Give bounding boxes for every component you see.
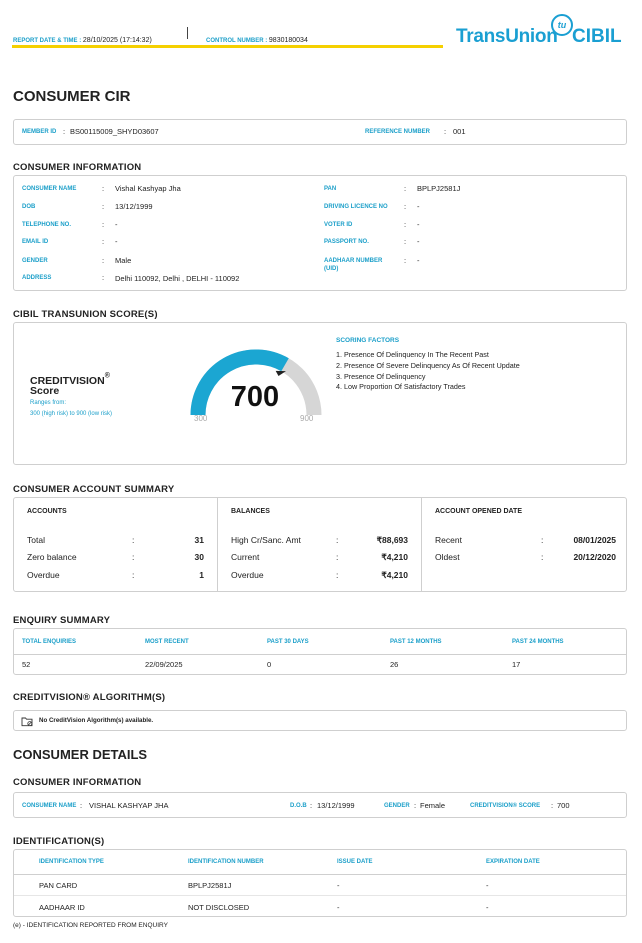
control-number-value: 9830180034 [268, 37, 308, 44]
telephone-label: TELEPHONE NO. [22, 222, 72, 228]
consumer-info-title: CONSUMER INFORMATION [13, 162, 142, 173]
gender-label: GENDER [22, 258, 48, 264]
cd-name-label: CONSUMER NAME [22, 803, 77, 809]
member-id-value: BS00115009_SHYD03607 [70, 127, 159, 136]
creditvision-score-word: Score [30, 385, 60, 397]
balances-high-value: ₹88,693 [376, 535, 408, 545]
divider [217, 498, 218, 591]
consumer-info-box: CONSUMER NAME : Vishal Kashyap Jha DOB : 13/12/1999 TELEPHONE NO. : - EMAIL ID : - GENDER : Male ADDRESS : Delhi 110092, Delhi , DELHI - 110092 PAN : BPLPJ2581J DRIVING LICENCE NO : - VOTER ID : - PASSPORT NO. : - AADHAAR NUMBER (UID) : - [13, 175, 627, 291]
voter-id-value: - [417, 220, 420, 229]
opened-oldest-value: 20/12/2020 [573, 552, 616, 562]
id-header-number: IDENTIFICATION NUMBER [188, 859, 264, 865]
pan-value: BPLPJ2581J [417, 184, 461, 193]
consumer-name-label: CONSUMER NAME [22, 186, 77, 192]
score-section-title: CIBIL TRANSUNION SCORE(S) [13, 309, 158, 320]
accounts-heading: ACCOUNTS [27, 508, 67, 515]
accounts-overdue-label: Overdue [27, 570, 60, 580]
header-accent-line [12, 45, 443, 48]
address-value: Delhi 110092, Delhi , DELHI - 110092 [115, 274, 240, 283]
enquiry-summary-title: ENQUIRY SUMMARY [13, 615, 111, 626]
pan-label: PAN [324, 186, 337, 192]
enquiry-header-12months: PAST 12 MONTHS [390, 639, 442, 645]
accounts-overdue-value: 1 [199, 570, 204, 580]
email-value: - [115, 237, 118, 246]
cd-name-value: VISHAL KASHYAP JHA [89, 801, 169, 810]
opened-recent-value: 08/01/2025 [573, 535, 616, 545]
scoring-factor-1: 1. Presence Of Delinquency In The Recent Past [336, 350, 489, 359]
algorithm-message: No CreditVision Algorithm(s) available. [39, 717, 154, 724]
cd-gender-label: GENDER [384, 803, 410, 809]
enquiry-header-24months: PAST 24 MONTHS [512, 639, 564, 645]
aadhaar-label-uid: (UID) [324, 266, 339, 272]
identification-box [13, 849, 627, 917]
algorithm-title: CREDITVISION® ALGORITHM(S) [13, 692, 166, 703]
enquiry-30days: 0 [267, 660, 272, 669]
accounts-zero-value: 30 [194, 552, 204, 562]
opened-oldest-label: Oldest [435, 552, 460, 562]
divider [14, 895, 626, 896]
report-date-value: 28/10/2025 (17:14:32) [82, 37, 152, 44]
divider [14, 654, 626, 655]
member-id-label: MEMBER ID [22, 129, 57, 135]
id-header-expiry: EXPIRATION DATE [486, 859, 540, 865]
no-data-folder-icon [21, 716, 33, 727]
dob-label: DOB [22, 204, 36, 210]
consumer-details-box: CONSUMER NAME : VISHAL KASHYAP JHA D.O.B : 13/12/1999 GENDER : Female CREDITVISION® SCORE : 700 [13, 792, 627, 818]
report-date: REPORT DATE & TIME : 28/10/2025 (17:14:32) [13, 37, 152, 44]
identification-footnote: (e) - IDENTIFICATION REPORTED FROM ENQUIRY [13, 922, 168, 929]
id-row-1-number: BPLPJ2581J [188, 881, 232, 890]
opened-recent-label: Recent [435, 535, 462, 545]
telephone-value: - [115, 220, 118, 229]
identification-title: IDENTIFICATION(S) [13, 836, 105, 847]
consumer-details-subtitle: CONSUMER INFORMATION [13, 777, 142, 788]
scoring-factor-3: 3. Presence Of Delinquency [336, 372, 426, 381]
email-label: EMAIL ID [22, 239, 49, 245]
report-date-label: REPORT DATE & TIME [13, 38, 78, 44]
account-summary-title: CONSUMER ACCOUNT SUMMARY [13, 484, 175, 495]
ranges-line-2: 300 (high risk) to 900 (low risk) [30, 411, 113, 417]
driving-licence-value: - [417, 202, 420, 211]
consumer-name-value: Vishal Kashyap Jha [115, 184, 181, 193]
balances-high-label: High Cr/Sanc. Amt [231, 535, 301, 545]
scoring-factor-2: 2. Presence Of Severe Delinquency As Of Recent Update [336, 361, 520, 370]
cd-dob-label: D.O.B [290, 803, 307, 809]
score-value: 700 [230, 381, 280, 413]
accounts-total-value: 31 [194, 535, 204, 545]
enquiry-24months: 17 [512, 660, 521, 669]
opened-heading: ACCOUNT OPENED DATE [435, 508, 522, 515]
aadhaar-label: AADHAAR NUMBER [324, 258, 383, 264]
member-box: MEMBER ID : BS00115009_SHYD03607 REFERENCE NUMBER : 001 [13, 119, 627, 145]
cd-score-label: CREDITVISION® SCORE [470, 803, 541, 809]
accounts-zero-label: Zero balance [27, 552, 77, 562]
header-divider [187, 27, 188, 39]
gauge-max: 900 [300, 414, 314, 423]
address-label: ADDRESS [22, 275, 52, 281]
balances-heading: BALANCES [231, 508, 270, 515]
scoring-factors-title: SCORING FACTORS [336, 337, 400, 344]
id-row-2-issue: - [337, 903, 340, 912]
cd-score-value: 700 [557, 801, 570, 810]
consumer-details-title: CONSUMER DETAILS [13, 747, 148, 762]
id-row-1-expiry: - [486, 881, 489, 890]
enquiry-header-30days: PAST 30 DAYS [267, 639, 309, 645]
score-box [13, 322, 627, 465]
control-number-label: CONTROL NUMBER [206, 38, 264, 44]
balances-overdue-value: ₹4,210 [381, 570, 408, 580]
reference-number-label: REFERENCE NUMBER [365, 129, 431, 135]
gauge-min: 300 [194, 414, 208, 423]
id-header-issue: ISSUE DATE [337, 859, 373, 865]
id-row-1-type: PAN CARD [39, 881, 78, 890]
id-row-2-expiry: - [486, 903, 489, 912]
id-row-2-type: AADHAAR ID [39, 903, 85, 912]
dob-value: 13/12/1999 [115, 202, 153, 211]
driving-licence-label: DRIVING LICENCE NO [324, 204, 388, 210]
enquiry-summary-box [13, 628, 627, 675]
logo-transunion: TransUnion [456, 26, 558, 47]
id-header-type: IDENTIFICATION TYPE [39, 859, 104, 865]
divider [421, 498, 422, 591]
id-row-2-number: NOT DISCLOSED [188, 903, 250, 912]
balances-current-value: ₹4,210 [381, 552, 408, 562]
account-summary-box: ACCOUNTS Total : 31 Zero balance : 30 Overdue : 1 BALANCES High Cr/Sanc. Amt : ₹88,693 Current : ₹4,210 Overdue : ₹4,210 ACCOUNT OPENED DATE Recent : 08/01/2025 Oldest : 20/12/2020 [13, 497, 627, 592]
control-number: CONTROL NUMBER : 9830180034 [206, 37, 308, 44]
passport-value: - [417, 237, 420, 246]
logo-badge-icon: tu [551, 14, 573, 36]
passport-label: PASSPORT NO. [324, 239, 369, 245]
balances-current-label: Current [231, 552, 260, 562]
ranges-line-1: Ranges from: [30, 400, 67, 406]
gender-value: Male [115, 256, 132, 265]
id-row-1-issue: - [337, 881, 340, 890]
cd-gender-value: Female [420, 801, 446, 810]
balances-overdue-label: Overdue [231, 570, 264, 580]
enquiry-recent: 22/09/2025 [145, 660, 183, 669]
page-title: CONSUMER CIR [13, 88, 131, 105]
reference-number-value: 001 [453, 127, 466, 136]
enquiry-header-recent: MOST RECENT [145, 639, 189, 645]
enquiry-12months: 26 [390, 660, 399, 669]
voter-id-label: VOTER ID [324, 222, 353, 228]
divider [14, 874, 626, 875]
aadhaar-value: - [417, 256, 420, 265]
creditvision-title: CREDITVISION® [30, 372, 110, 387]
gauge-marker-icon [276, 371, 286, 376]
logo-cibil: CIBIL [572, 26, 622, 47]
enquiry-total: 52 [22, 660, 31, 669]
cd-dob-value: 13/12/1999 [317, 801, 355, 810]
algorithm-box [13, 710, 627, 731]
accounts-total-label: Total [27, 535, 45, 545]
scoring-factor-4: 4. Low Proportion Of Satisfactory Trades [336, 382, 466, 391]
enquiry-header-total: TOTAL ENQUIRIES [22, 639, 77, 645]
